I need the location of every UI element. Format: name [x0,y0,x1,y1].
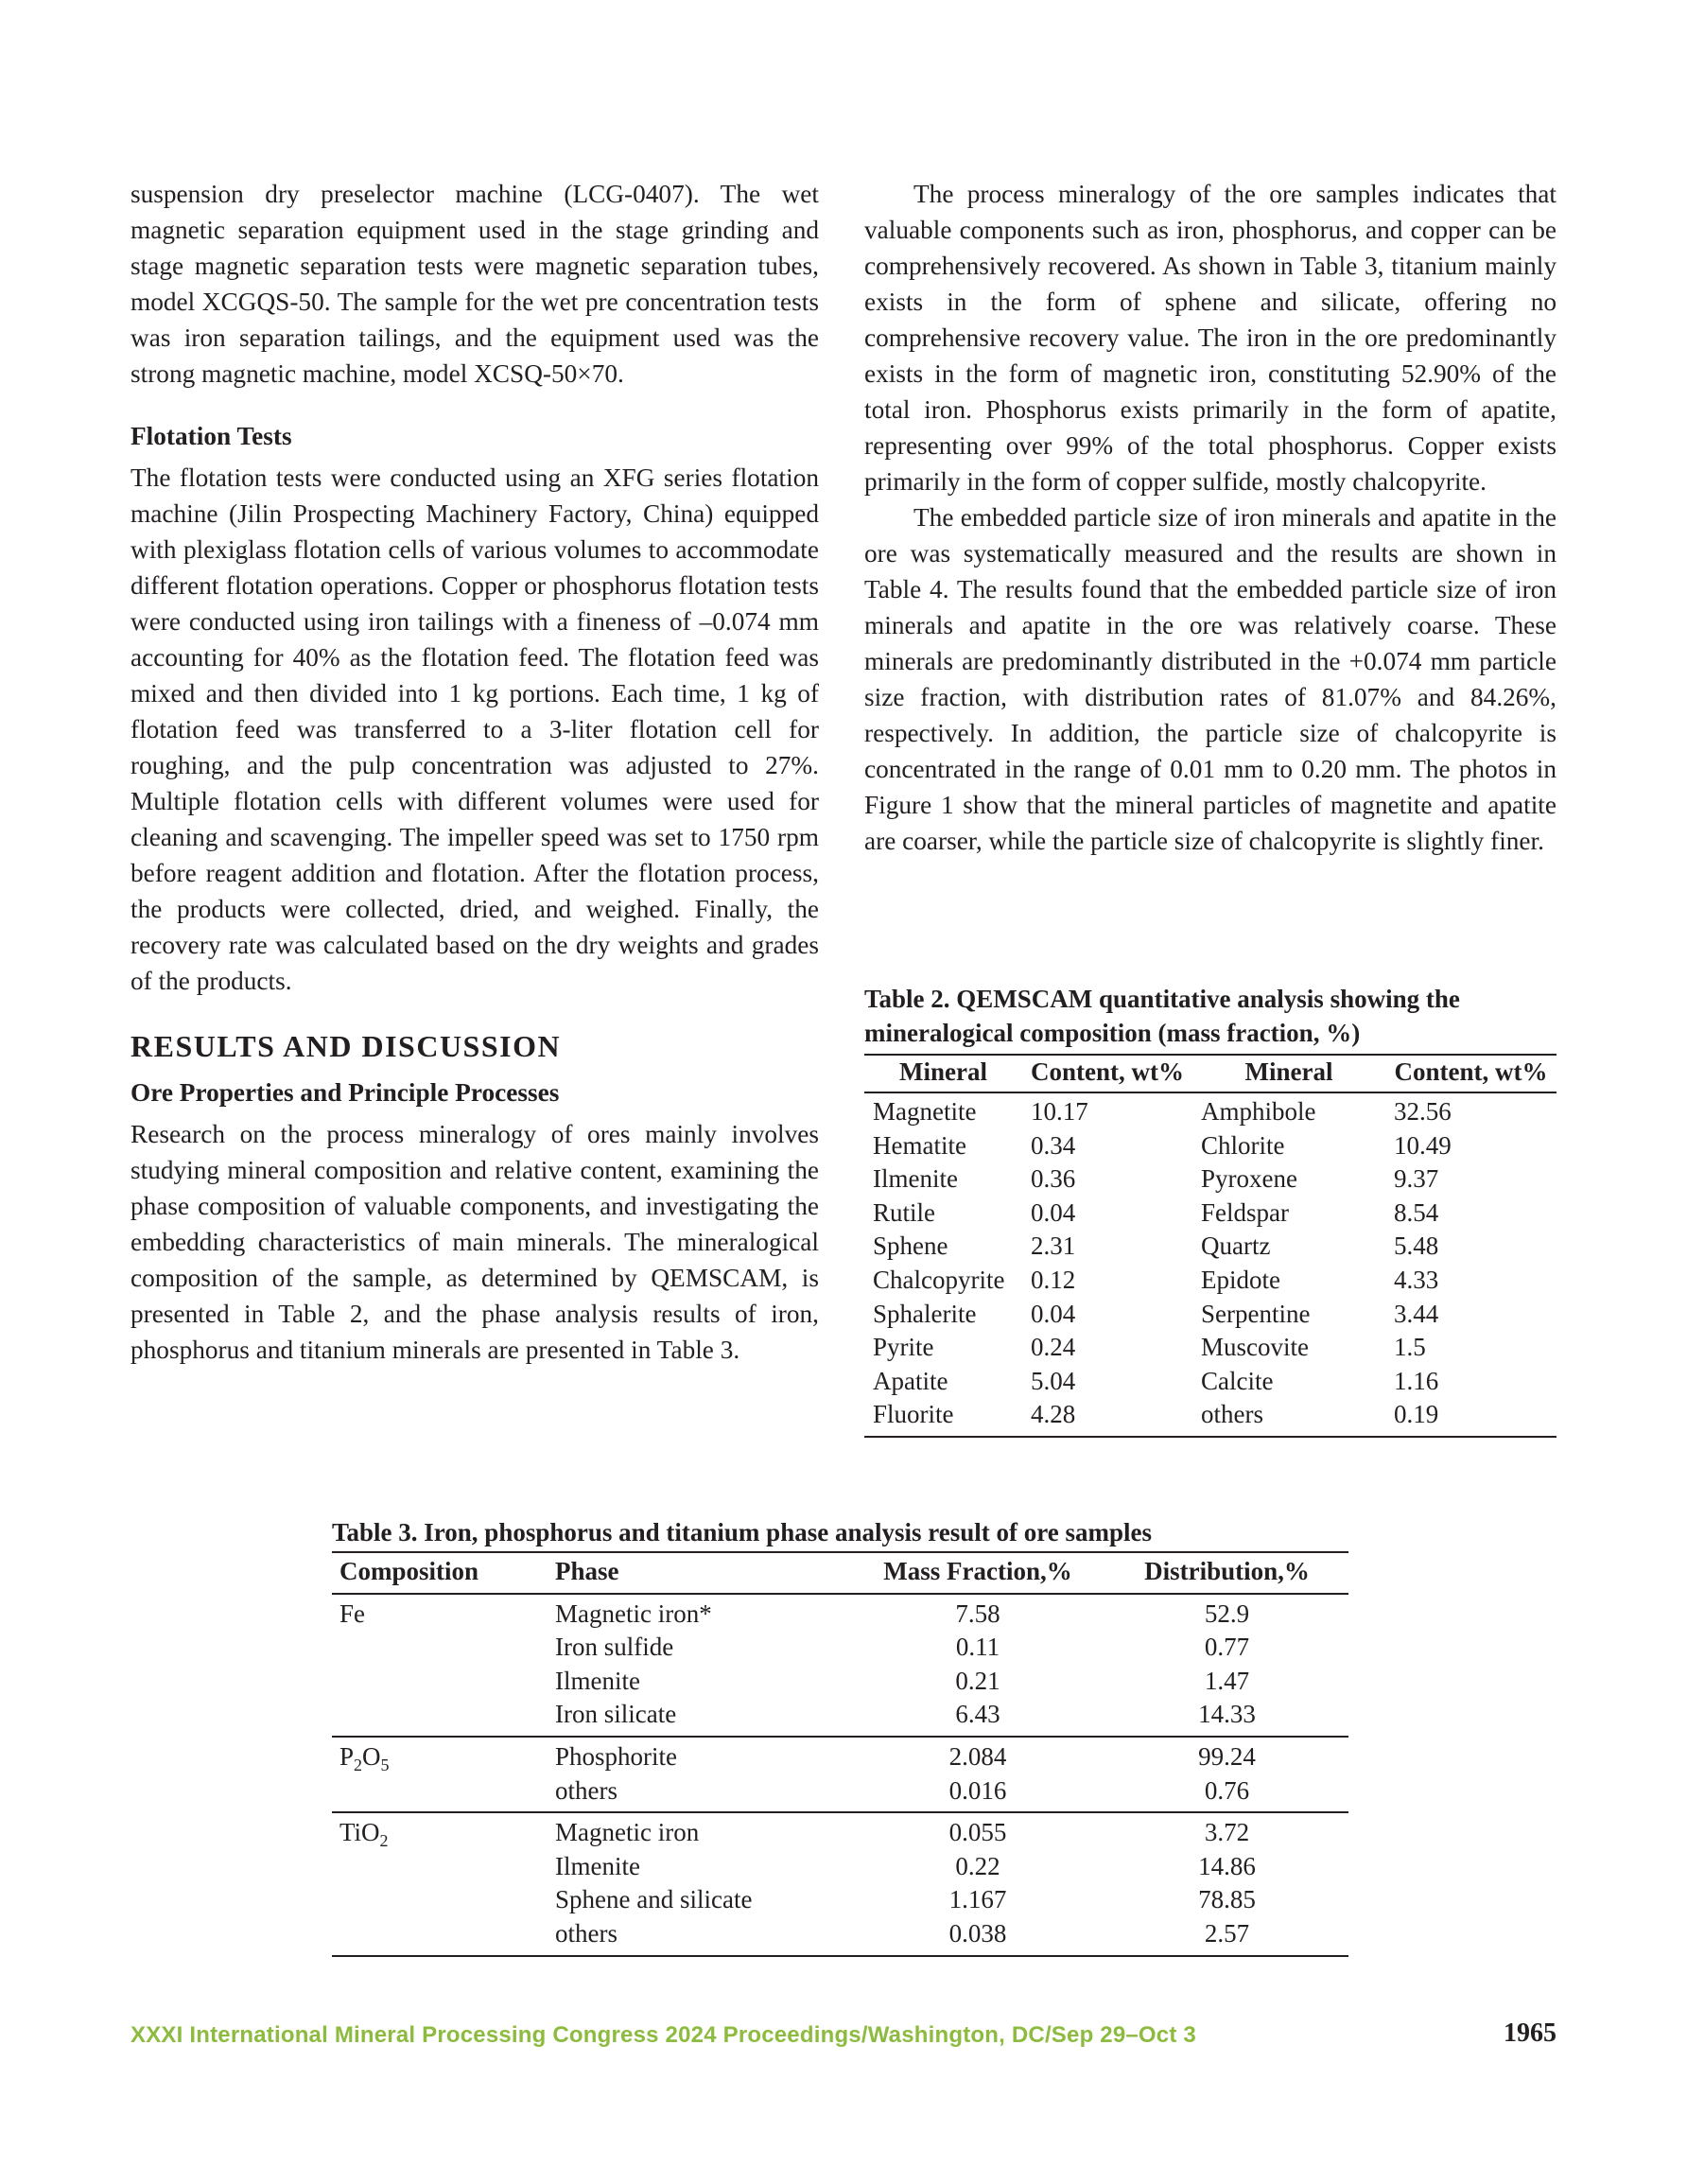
table-row [864,1398,1557,1437]
table-cell: Quartz [1201,1232,1271,1261]
table-cell: Fluorite [873,1400,954,1429]
table-row [332,1665,1348,1699]
table-cell: Calcite [1201,1366,1274,1395]
table-cell: 0.016 [948,1775,1007,1805]
composition-cell: Fe [339,1599,365,1628]
column-header: Content, wt% [1394,1057,1548,1086]
table-cell: 2.084 [948,1741,1007,1771]
composition-cell [332,1631,548,1665]
table-cell: Epidote [1201,1265,1280,1294]
table-cell: Rutile [873,1197,935,1227]
table-cell: Ilmenite [873,1164,958,1194]
table-cell: Sphalerite [873,1299,977,1328]
table-row [864,1129,1557,1163]
table-cell: 8.54 [1394,1197,1439,1227]
column-header: Mineral [899,1057,987,1086]
table-cell: Ilmenite [555,1666,640,1695]
table-cell: 14.33 [1198,1700,1256,1729]
column-header: Content, wt% [1031,1057,1184,1086]
column-header: Phase [555,1557,619,1585]
body-paragraph: The embedded particle size of iron minerals and apatite in the ore was systematically measured and the results are shown in Table 4. The results found that the embedded particle size of iron minerals and apatite in the ore was relatively coarse. These minerals are predominantly distributed in the +0.074 mm particle size fraction, with distribution rates of 81.07% and 84.26%, respectively. In addition, the particle size of chalcopyrite is concentrated in the range of 0.01 mm to 0.20 mm. The photos in Figure 1 show that the mineral particles of magnetite and apatite are coarser, while the particle size of chalcopyrite is slightly finer. [864,503,1557,855]
composition-cell [332,1665,548,1699]
column-header: Mass Fraction,% [883,1557,1072,1585]
table-cell: others [555,1918,617,1948]
column-header: Mineral [1244,1057,1333,1086]
table-cell: 0.19 [1394,1400,1439,1429]
table-row [332,1737,1348,1774]
table-row [864,1365,1557,1399]
table-cell: 0.055 [948,1818,1007,1847]
table-group [332,1812,1348,1955]
table-3 [332,1515,1348,1957]
table-cell: Sphene and silicate [555,1885,753,1914]
table-cell: 1.47 [1204,1666,1250,1695]
table-cell: 14.86 [1198,1851,1256,1880]
composition-cell: $P_2O_5$ [339,1741,390,1774]
ore-properties-heading: Ore Properties and Principle Processes [130,1078,560,1107]
table-row [864,1092,1557,1129]
left-column [130,176,819,1368]
table-cell: others [1201,1400,1263,1429]
table-cell: 6.43 [955,1700,1000,1729]
table-cell: Hematite [873,1130,966,1160]
body-paragraph: Research on the process mineralogy of ores mainly involves studying mineral composition and relative content, examining the phase composition of valuable components, and investigating the embedding characteristics of main minerals. The mineralogical composition of the sample, as determined by QEMSCAM, is presented in Table 2, and the phase analysis results of iron, phosphorus and titanium minerals are presented in Table 3. [130,1120,819,1364]
right-column [864,176,1557,859]
table-cell: Muscovite [1201,1333,1309,1362]
table-cell: Magnetite [873,1097,977,1126]
table-cell: 3.44 [1394,1299,1439,1328]
table-cell: others [555,1775,617,1805]
table-cell: 1.167 [948,1885,1007,1914]
table-2-body [864,1092,1557,1437]
table-cell: 4.33 [1394,1265,1439,1294]
table-row [864,1331,1557,1365]
composition-cell [332,1917,548,1956]
table-cell: Sphene [873,1232,948,1261]
table-cell: 7.58 [955,1599,1000,1628]
table-row [864,1264,1557,1298]
results-section-heading: RESULTS AND DISCUSSION [130,1029,562,1063]
table-row [332,1917,1348,1956]
table-header-row [332,1552,1348,1594]
table-cell: 0.21 [955,1666,1000,1695]
table-cell: 1.5 [1394,1333,1426,1362]
composition-cell [332,1883,548,1917]
table-cell: Magnetic iron [555,1818,700,1847]
table-cell: 0.04 [1031,1299,1076,1328]
table-cell: Amphibole [1201,1097,1316,1126]
table-cell: 78.85 [1198,1885,1256,1914]
composition-cell [332,1850,548,1884]
composition-cell [332,1774,548,1813]
table-cell: 9.37 [1394,1164,1439,1194]
table-cell: Pyrite [873,1333,934,1362]
table-cell: 0.36 [1031,1164,1076,1194]
table-header-row [864,1055,1557,1092]
table-2 [864,982,1557,1438]
table-row [332,1594,1348,1632]
composition-cell: TiO$_2$ [339,1818,389,1851]
table-cell: Iron sulfide [555,1633,674,1662]
table-row [864,1197,1557,1231]
table-cell: 10.49 [1394,1130,1452,1160]
table-cell: 4.28 [1031,1400,1076,1429]
table-2-grid [864,1054,1557,1438]
table-cell: 2.31 [1031,1232,1076,1261]
table-cell: Pyroxene [1201,1164,1297,1194]
table-row [332,1774,1348,1813]
column-header: Composition [339,1557,479,1585]
table-3-grid [332,1551,1348,1957]
table-group [332,1737,1348,1812]
table-row [332,1883,1348,1917]
column-header: Distribution,% [1144,1557,1310,1585]
table-cell: Apatite [873,1366,948,1395]
table-cell: Magnetic iron* [555,1599,712,1628]
table-row [332,1812,1348,1850]
table-cell: 3.72 [1204,1818,1250,1847]
table-cell: 10.17 [1031,1097,1088,1126]
table-cell: Serpentine [1201,1299,1311,1328]
footer-conference-title: XXXI International Mineral Processing Congress 2024 Proceedings/Washington, DC/Sep 29–Oct 3 [130,2022,1196,2048]
table-cell: 0.34 [1031,1130,1076,1160]
table-cell: 2.57 [1204,1918,1250,1948]
table-cell: Ilmenite [555,1851,640,1880]
table-cell: 0.038 [948,1918,1007,1948]
table-row [332,1698,1348,1737]
page-number: 1965 [1504,2018,1557,2048]
table-cell: 5.48 [1394,1232,1439,1261]
table-row [332,1631,1348,1665]
table-cell: Feldspar [1201,1197,1289,1227]
table-cell: 0.77 [1204,1633,1250,1662]
body-paragraph: suspension dry preselector machine (LCG-0407). The wet magnetic separation equipment used in the stage grinding and stage magnetic separation tests were magnetic separation tubes, model XCGQS-50. The sample for the wet pre concentration tests was iron separation tailings, and the equipment used was the strong magnetic machine, model XCSQ-50×70. [130,180,819,388]
table-group [332,1594,1348,1737]
flotation-tests-heading: Flotation Tests [130,422,292,450]
table-cell: 52.9 [1204,1599,1250,1628]
table-cell: 0.12 [1031,1265,1076,1294]
table-row [864,1162,1557,1197]
table-cell: 0.11 [955,1633,1000,1662]
table-row [864,1298,1557,1332]
body-paragraph: The process mineralogy of the ore samples indicates that valuable components such as iron, phosphorus, and copper can be comprehensively recovered. As shown in Table 3, titanium mainly exists in the form of sphene and silicate, offering no comprehensive recovery value. The iron in the ore predominantly exists in the form of magnetic iron, constituting 52.90% of the total iron. Phosphorus exists primarily in the form of apatite, representing over 99% of the total phosphorus. Copper exists primarily in the form of copper sulfide, mostly chalcopyrite. [864,180,1557,496]
composition-cell [332,1698,548,1737]
table-cell: 99.24 [1198,1741,1256,1771]
table-cell: 0.24 [1031,1333,1076,1362]
table-cell: 1.16 [1394,1366,1439,1395]
body-paragraph: The flotation tests were conducted using an XFG series flotation machine (Jilin Prospecting Machinery Factory, China) equipped with plexiglass flotation cells of various volumes to accommodate different flotation operations. Copper or phosphorus flotation tests were conducted using iron tailings with a fineness of –0.074 mm accounting for 40% as the flotation feed. The flotation feed was mixed and then divided into 1 kg portions. Each time, 1 kg of flotation feed was transferred to a 3-liter flotation cell for roughing, and the pulp concentration was adjusted to 27%. Multiple flotation cells with different volumes were used for cleaning and scavenging. The impeller speed was set to 1750 rpm before reagent addition and flotation. After the flotation process, the products were collected, dried, and weighed. Finally, the recovery rate was calculated based on the dry weights and grades of the products. [130,463,819,995]
table-cell: Phosphorite [555,1741,678,1771]
table-row [332,1850,1348,1884]
table-cell: 0.04 [1031,1197,1076,1227]
table-3-caption: Table 3. Iron, phosphorus and titanium phase analysis result of ore samples [332,1518,1152,1546]
table-cell: 5.04 [1031,1366,1076,1395]
table-row [864,1230,1557,1264]
table-cell: 32.56 [1394,1097,1452,1126]
table-cell: Chlorite [1201,1130,1285,1160]
table-cell: Chalcopyrite [873,1265,1005,1294]
table-cell: 0.22 [955,1851,1000,1880]
table-cell: Iron silicate [555,1700,677,1729]
table-cell: 0.76 [1204,1775,1250,1805]
table-2-caption: Table 2. QEMSCAM quantitative analysis showing the mineralogical composition (mass fraction, %) [864,985,1460,1047]
